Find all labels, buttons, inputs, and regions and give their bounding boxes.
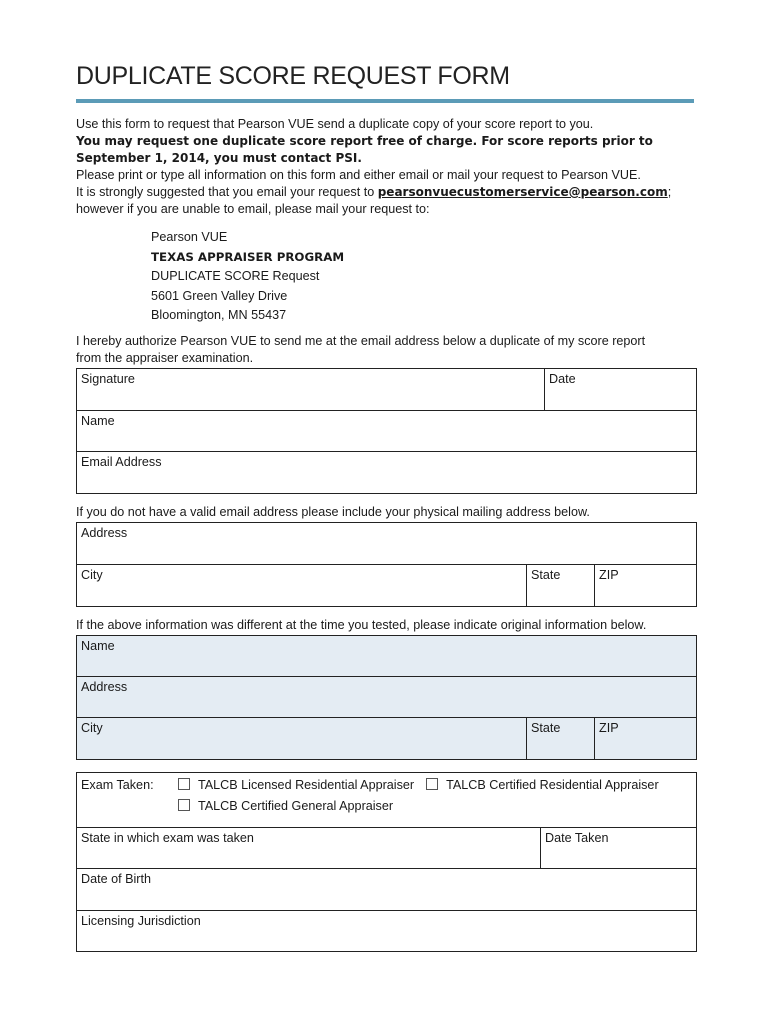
intro-line-4: however if you are unable to email, please mail your request to: — [76, 202, 430, 216]
checkbox-certified-residential[interactable] — [426, 778, 438, 790]
original-info-table — [76, 635, 697, 760]
exam-state-field[interactable]: State in which exam was taken — [77, 828, 541, 869]
address-field[interactable]: Address — [77, 523, 697, 565]
exam-taken-label: Exam Taken: — [81, 778, 154, 792]
original-state-field[interactable]: State — [527, 718, 595, 760]
address-line-2: TEXAS APPRAISER PROGRAM — [151, 249, 345, 264]
original-zip-field[interactable]: ZIP — [595, 718, 697, 760]
option-certified-general-label: TALCB Certified General Appraiser — [198, 799, 394, 813]
authorize-line-1: I hereby authorize Pearson VUE to send me at the email address below a duplicate of my score report — [76, 334, 646, 348]
city-field[interactable]: City — [77, 565, 527, 607]
address-line-1: Pearson VUE — [151, 230, 228, 244]
original-name-field[interactable]: Name — [77, 636, 697, 677]
checkbox-certified-general[interactable] — [178, 799, 190, 811]
page-title: DUPLICATE SCORE REQUEST FORM — [76, 62, 510, 90]
zip-field[interactable]: ZIP — [595, 565, 697, 607]
contact-table — [76, 368, 697, 494]
mailing-address — [151, 228, 344, 326]
signature-field[interactable]: Signature — [77, 369, 545, 411]
exam-taken-cell — [77, 773, 697, 828]
checkbox-licensed-residential[interactable] — [178, 778, 190, 790]
intro-line-3 — [76, 184, 701, 201]
mailing-address-table — [76, 522, 697, 607]
original-city-field[interactable]: City — [77, 718, 527, 760]
intro-line-3-pre: It is strongly suggested that you email your request to — [76, 185, 378, 199]
address-line-3: DUPLICATE SCORE Request — [151, 269, 320, 283]
date-taken-field[interactable]: Date Taken — [541, 828, 697, 869]
date-of-birth-field[interactable]: Date of Birth — [77, 869, 697, 911]
authorization-text — [76, 333, 701, 367]
state-field[interactable]: State — [527, 565, 595, 607]
name-field[interactable]: Name — [77, 411, 697, 452]
option-licensed-residential-label: TALCB Licensed Residential Appraiser — [198, 778, 415, 792]
original-address-field[interactable]: Address — [77, 677, 697, 718]
intro-bold-line-2: September 1, 2014, you must contact PSI. — [76, 151, 362, 165]
intro-line-2: Please print or type all information on this form and either email or mail your request to Pearson VUE. — [76, 168, 641, 182]
intro-text — [76, 116, 701, 218]
email-link[interactable]: pearsonvuecustomerservice@pearson.com — [377, 185, 668, 199]
option-certified-residential-label: TALCB Certified Residential Appraiser — [446, 778, 659, 792]
intro-bold-line-1: You may request one duplicate score report free of charge. For score reports prior to — [76, 134, 653, 148]
intro-line-1: Use this form to request that Pearson VUE send a duplicate copy of your score report to you. — [76, 117, 594, 131]
intro-line-3-post: ; — [667, 185, 672, 199]
exam-info-table — [76, 772, 697, 952]
email-address-field[interactable]: Email Address — [77, 452, 697, 494]
original-info-note: If the above information was different at the time you tested, please indicate original information below. — [76, 618, 647, 632]
address-line-4: 5601 Green Valley Drive — [151, 288, 288, 303]
licensing-jurisdiction-field[interactable]: Licensing Jurisdiction — [77, 911, 697, 952]
authorize-line-2: from the appraiser examination. — [76, 351, 254, 365]
mailing-note: If you do not have a valid email address please include your physical mailing address below. — [76, 505, 590, 519]
date-field[interactable]: Date — [545, 369, 697, 411]
address-line-5: Bloomington, MN 55437 — [151, 308, 287, 322]
title-divider — [76, 99, 694, 103]
